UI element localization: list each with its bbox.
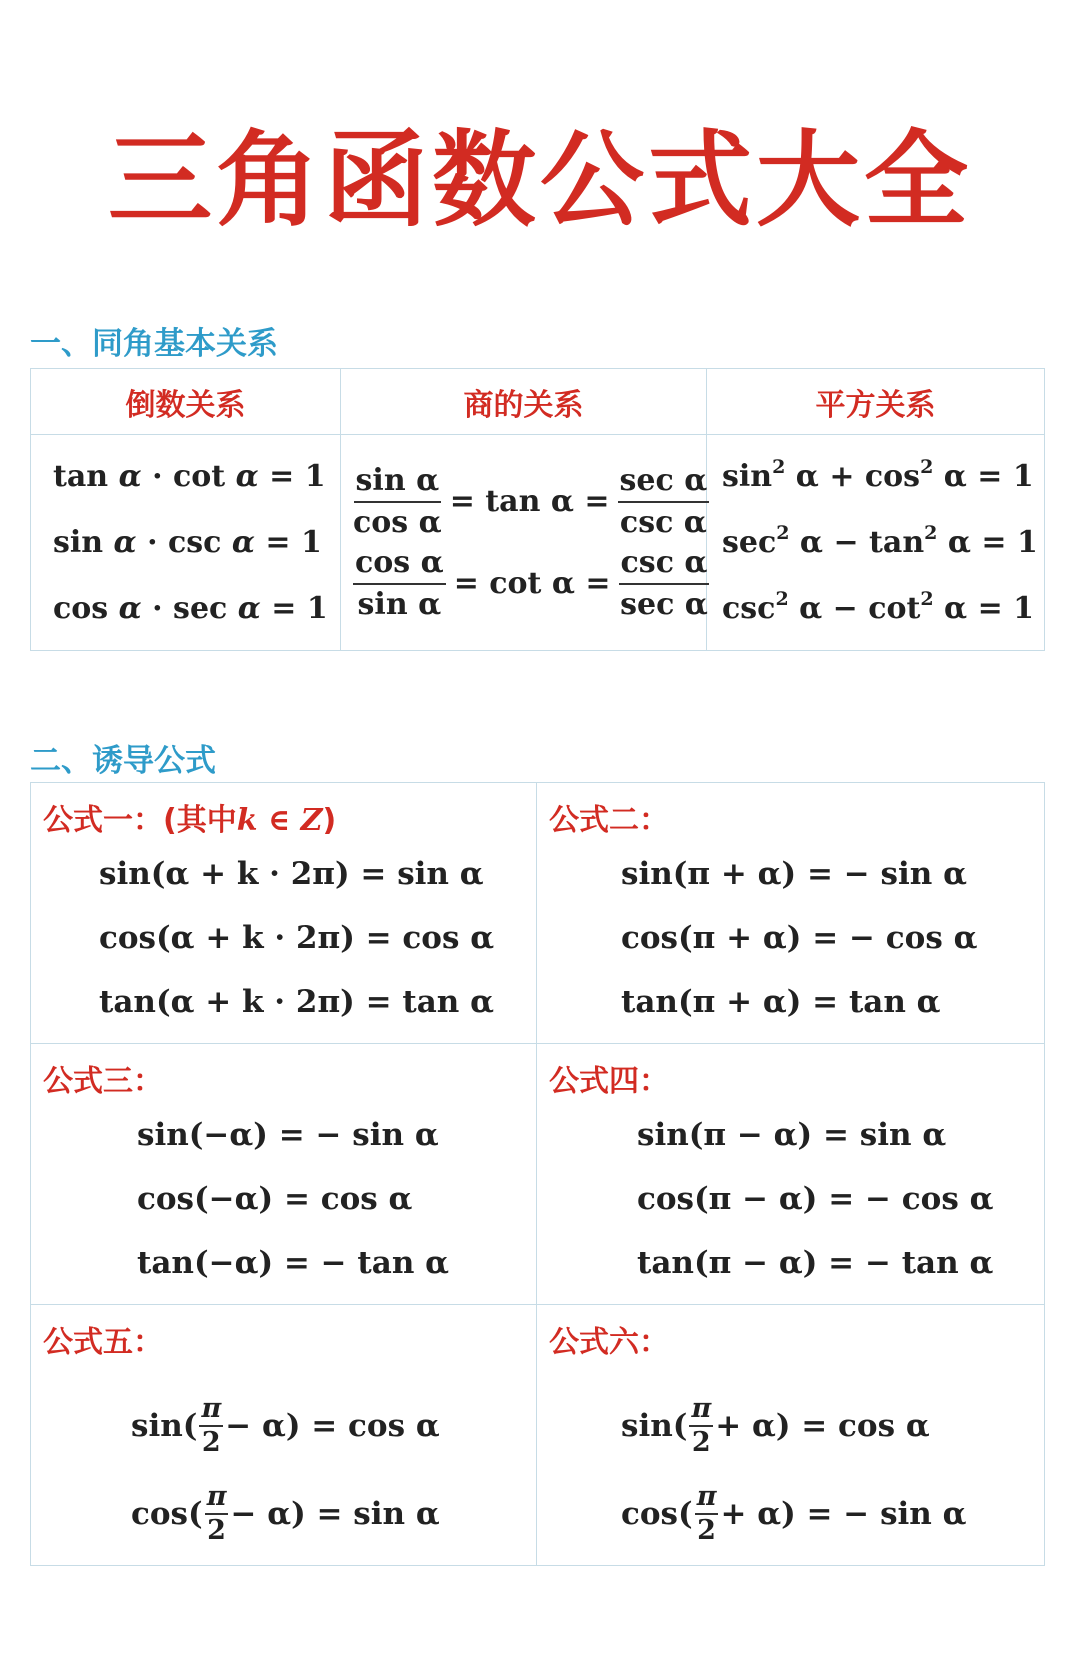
formula-1-cell xyxy=(31,783,537,1044)
quotient-formula: $\frac{\text{sin α}}{\text{cos α}}$ = tan α = $\frac{\text{sec α}}{\text{csc α}}$ xyxy=(353,462,708,540)
square-formula: $\csc^2 \alpha - \cot^2 \alpha = 1$ xyxy=(722,587,1035,626)
square-formula: $\sin^2 \alpha + \cos^2 \alpha = 1$ xyxy=(722,455,1034,494)
section-title-same-angle: 一、同角基本关系 xyxy=(30,326,278,362)
formula-line: cos(π − α) = − cos α xyxy=(637,1181,994,1217)
formula-line: tan(α + k · 2π) = tan α xyxy=(99,984,494,1020)
formula-line: cos(−α) = cos α xyxy=(137,1181,413,1217)
formula-line: cos( $\frac{\pi}{2}$ + α) = − sin α xyxy=(621,1481,967,1546)
formula-6-cell xyxy=(537,1305,1044,1565)
induction-table xyxy=(30,782,1045,1566)
formula-5-cell xyxy=(31,1305,537,1565)
reciprocal-formula: cos α · sec α = 1 xyxy=(53,590,328,626)
square-cell xyxy=(707,435,1044,650)
formula-1-label: 公式一：(其中k ∈ Z) xyxy=(43,803,337,838)
formula-line: sin(−α) = − sin α xyxy=(137,1117,439,1153)
formula-line: tan(−α) = − tan α xyxy=(137,1245,450,1281)
same-angle-table xyxy=(30,368,1045,651)
formula-5-label: 公式五： xyxy=(43,1325,163,1360)
formula-2-label: 公式二： xyxy=(549,803,669,838)
section-title-induction: 二、诱导公式 xyxy=(30,743,216,779)
formula-line: sin(π − α) = sin α xyxy=(637,1117,947,1153)
formula-line: sin(α + k · 2π) = sin α xyxy=(99,856,484,892)
quotient-formula: $\frac{\text{cos α}}{\text{sin α}}$ = cot α = $\frac{\text{csc α}}{\text{sec α}}$ xyxy=(355,544,708,622)
quotient-cell xyxy=(341,435,707,650)
formula-line: tan(π + α) = tan α xyxy=(621,984,941,1020)
formula-line: cos(π + α) = − cos α xyxy=(621,920,978,956)
formula-line: tan(π − α) = − tan α xyxy=(637,1245,994,1281)
page-title: 三角函数公式大全 xyxy=(107,119,972,241)
reciprocal-formula: tan α · cot α = 1 xyxy=(53,458,326,494)
formula-4-cell xyxy=(537,1044,1044,1305)
formula-3-cell xyxy=(31,1044,537,1305)
formula-line: sin(π + α) = − sin α xyxy=(621,856,967,892)
reciprocal-cell xyxy=(31,435,341,650)
reciprocal-formula: sin α · csc α = 1 xyxy=(53,524,322,560)
formula-6-label: 公式六： xyxy=(549,1325,669,1360)
formula-line: cos( $\frac{\pi}{2}$ − α) = sin α xyxy=(131,1481,440,1546)
square-formula: $\sec^2 \alpha - \tan^2 \alpha = 1$ xyxy=(722,521,1038,560)
formula-2-cell xyxy=(537,783,1044,1044)
formula-line: cos(α + k · 2π) = cos α xyxy=(99,920,495,956)
formula-3-label: 公式三： xyxy=(43,1064,163,1099)
header-reciprocal: 倒数关系 xyxy=(31,369,341,435)
formula-line: sin( $\frac{\pi}{2}$ + α) = cos α xyxy=(621,1393,930,1458)
header-quotient: 商的关系 xyxy=(341,369,707,435)
formula-4-label: 公式四： xyxy=(549,1064,669,1099)
header-square: 平方关系 xyxy=(707,369,1044,435)
formula-line: sin( $\frac{\pi}{2}$ − α) = cos α xyxy=(131,1393,440,1458)
